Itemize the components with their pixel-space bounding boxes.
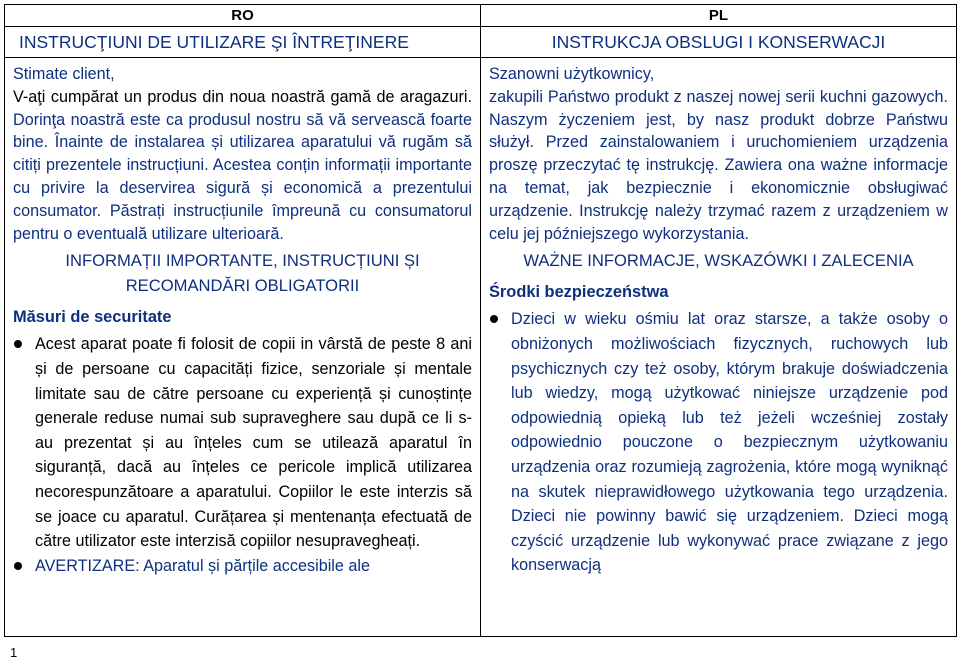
list-item	[13, 554, 472, 579]
greeting-pl: Szanowni użytkownicy,	[489, 65, 655, 83]
bilingual-manual-table	[4, 4, 957, 637]
intro-purchase-text-ro: V-aţi cumpărat un produs din noua noastră gamă de aragazuri.	[13, 87, 472, 106]
content-ro	[5, 58, 481, 637]
safety-list-pl	[489, 307, 948, 578]
intro-instructions-text-ro: Dorinţa noastră este ca produsul nostru să vă servească foarte bine. Înainte de instalarea și utilizarea aparatului vă rugăm să citiți prezentele instrucțiuni. Acestea conțin informații importante cu privire la deservirea sigură și economică a prezentului consumator. Păstrați instrucțiunile împreună cu consumatorul pentru o eventuală utilizare ulterioară.	[13, 110, 472, 243]
lang-label-pl: PL	[481, 5, 957, 27]
manual-title-ro: INSTRUCŢIUNI DE UTILIZARE ŞI ÎNTREŢINERE	[5, 27, 481, 58]
greeting-ro: Stimate client,	[13, 65, 115, 83]
safety-heading-pl: Środki bezpieczeństwa	[489, 283, 669, 302]
bullet-icon	[14, 340, 22, 348]
list-item-text: Acest aparat poate fi folosit de copii in vârstă de peste 8 ani și de persoane cu capacități fizice, senzoriale și mentale limitate sau de către persoane cu experiență și cunoștințe generale reduse numai sub supraveghere sau după ce li s-au prezentat și au înțeles cum se utilează aparatul în siguranță, dacă au înțeles ce pericole implică utilizarea necorespunzătoare a aparatului. Copiilor le este interzis să se joace cu aparatul. Curățarea și mentenanța efectuată de către utilizator este interzisă copiilor nesupravegheați.	[35, 335, 472, 551]
page-number: 1	[10, 645, 18, 660]
intro-paragraph-pl	[489, 63, 948, 245]
safety-heading-ro: Măsuri de securitate	[13, 308, 172, 327]
intro-text-pl: zakupili Państwo produkt z naszej nowej serii kuchni gazowych. Naszym życzeniem jest, by nasz produkt dobrze Państwu służył. Przed zainstalowaniem i uruchomieniem urządzenia proszę przeczytać tę instrukcję. Zawiera ona ważne informacje na temat, jak bezpiecznie i ekonomicznie obsługiwać urządzenie. Instrukcję należy trzymać razem z urządzeniem w celu jej późniejszego wykorzystania.	[489, 87, 948, 243]
language-header-row	[5, 5, 957, 27]
important-info-heading-ro: INFORMAȚII IMPORTANTE, INSTRUCȚIUNI ȘI RECOMANDĂRI OBLIGATORII	[65, 251, 420, 296]
important-info-heading-pl: WAŻNE INFORMACJE, WSKAZÓWKI I ZALECENIA	[523, 251, 914, 271]
lang-label-ro: RO	[5, 5, 481, 27]
content-row	[5, 58, 957, 637]
intro-paragraph-ro	[13, 63, 472, 245]
safety-list-ro	[13, 332, 472, 578]
bullet-icon	[490, 315, 498, 323]
list-item	[489, 307, 948, 578]
title-row	[5, 27, 957, 58]
bullet-icon	[14, 562, 22, 570]
list-item	[13, 332, 472, 553]
list-item-text: AVERTIZARE: Aparatul și părțile accesibile ale	[35, 556, 370, 575]
content-pl	[481, 58, 957, 637]
list-item-text: Dzieci w wieku ośmiu lat oraz starsze, a także osoby o obniżonych możliwościach fizycznych, ruchowych lub psychicznych czy też osoby, którym brakuje doświadczenia lub wiedzy, mogą użytkować niniejsze urządzenie pod odpowiednią opieką lub też jeżeli wcześniej zostały odpowiednio pouczone o bezpiecznym użytkowaniu urządzenia oraz rozumieją zagrożenia, które mogą wyniknąć na skutek nieprawidłowego użytkowania tego urządzenia. Dzieci nie powinny bawić się urządzeniem. Dzieci mogą czyścić urządzenie lub wykonywać prace związane z jego konserwacją	[511, 310, 948, 575]
manual-title-pl: INSTRUKCJA OBSLUGI I KONSERWACJI	[481, 27, 957, 58]
